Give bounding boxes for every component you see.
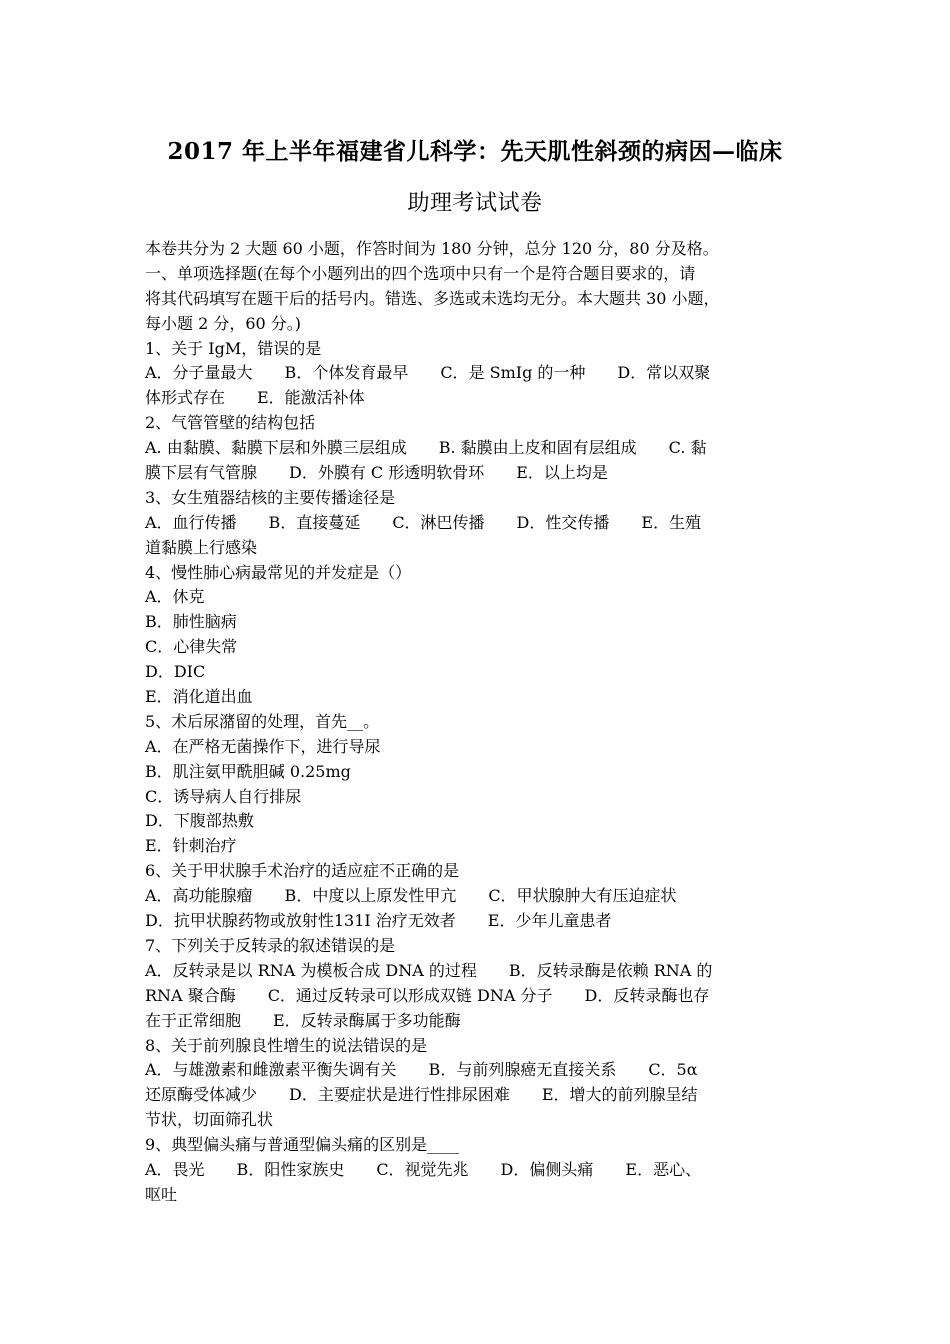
question-4-option-e: E．消化道出血 [145, 687, 253, 707]
question-9-stem: 9、典型偏头痛与普通型偏头痛的区别是____ [145, 1135, 460, 1155]
question-3-stem: 3、女生殖器结核的主要传播途径是 [145, 487, 396, 507]
question-3-options-line: 道黏膜上行感染 [145, 537, 258, 557]
question-6-options-line: A．高功能腺瘤 B．中度以上原发性甲亢 C．甲状腺肿大有压迫症状 [145, 886, 677, 906]
section-header-line-2: 将其代码填写在题干后的括号内。错选、多选或未选均无分。本大题共 30 小题， [145, 288, 720, 308]
question-3-options-line: A．血行传播 B．直接蔓延 C．淋巴传播 D．性交传播 E．生殖 [145, 512, 702, 532]
question-1-options-line: 体形式存在 E．能激活补体 [145, 388, 365, 408]
question-7-stem: 7、下列关于反转录的叙述错误的是 [145, 935, 396, 955]
question-4-stem: 4、慢性肺心病最常见的并发症是（） [145, 562, 412, 582]
document-title-line-2: 助理考试试卷 [407, 191, 543, 216]
question-9-options-line: A．畏光 B．阳性家族史 C．视觉先兆 D．偏侧头痛 E．恶心、 [145, 1159, 702, 1179]
question-8-options-line: A．与雄激素和雌激素平衡失调有关 B．与前列腺癌无直接关系 C．5α [145, 1060, 698, 1080]
question-2-options-line: 膜下层有气管腺 D．外膜有 C 形透明软骨环 E．以上均是 [145, 463, 608, 483]
question-1-stem: 1、关于 IgM，错误的是 [145, 338, 322, 358]
question-8-options-line: 节状，切面筛孔状 [145, 1110, 274, 1130]
question-6-options-line: D．抗甲状腺药物或放射性131I 治疗无效者 E．少年儿童患者 [145, 911, 612, 931]
question-5-option-c: C．诱导病人自行排尿 [145, 786, 302, 806]
exam-intro: 本卷共分为 2 大题 60 小题，作答时间为 180 分钟，总分 120 分，80 分及格。 [145, 239, 719, 258]
question-8-stem: 8、关于前列腺良性增生的说法错误的是 [145, 1035, 428, 1055]
question-4-option-a: A．休克 [145, 587, 205, 607]
question-5-stem: 5、术后尿潴留的处理，首先__。 [145, 711, 380, 731]
question-6-stem: 6、关于甲状腺手术治疗的适应症不正确的是 [145, 861, 460, 881]
question-4-option-c: C．心律失常 [145, 637, 238, 657]
question-5-option-b: B．肌注氨甲酰胆碱 0.25mg [145, 761, 351, 781]
question-8-options-line: 还原酶受体减少 D．主要症状是进行性排尿困难 E．增大的前列腺呈结 [145, 1085, 698, 1105]
question-7-options-line: 在于正常细胞 E．反转录酶属于多功能酶 [145, 1010, 461, 1030]
document-title-line-1: 2017 年上半年福建省儿科学：先天肌性斜颈的病因—临床 [167, 138, 783, 165]
question-2-stem: 2、气管管壁的结构包括 [145, 413, 316, 433]
question-4-option-d: D．DIC [145, 662, 206, 682]
question-2-options-line: A. 由黏膜、黏膜下层和外膜三层组成 B. 黏膜由上皮和固有层组成 C. 黏 [145, 438, 707, 458]
document-body [145, 237, 807, 1208]
question-1-options-line: A．分子量最大 B．个体发育最早 C．是 SmIg 的一种 D．常以双聚 [145, 363, 711, 383]
question-5-option-d: D．下腹部热敷 [145, 811, 254, 831]
question-9-options-line: 呕吐 [145, 1184, 178, 1204]
section-header-line-1: 一、单项选择题(在每个小题列出的四个选项中只有一个是符合题目要求的，请 [145, 263, 696, 283]
question-5-option-a: A．在严格无菌操作下，进行导尿 [145, 736, 381, 756]
question-7-options-line: RNA 聚合酶 C．通过反转录可以形成双链 DNA 分子 D．反转录酶也存 [145, 985, 710, 1005]
question-4-option-b: B．肺性脑病 [145, 612, 237, 632]
question-7-options-line: A．反转录是以 RNA 为模板合成 DNA 的过程 B．反转录酶是依赖 RNA 的 [145, 960, 713, 980]
question-5-option-e: E．针刺治疗 [145, 836, 237, 856]
section-header-line-3: 每小题 2 分，60 分。) [145, 313, 302, 333]
